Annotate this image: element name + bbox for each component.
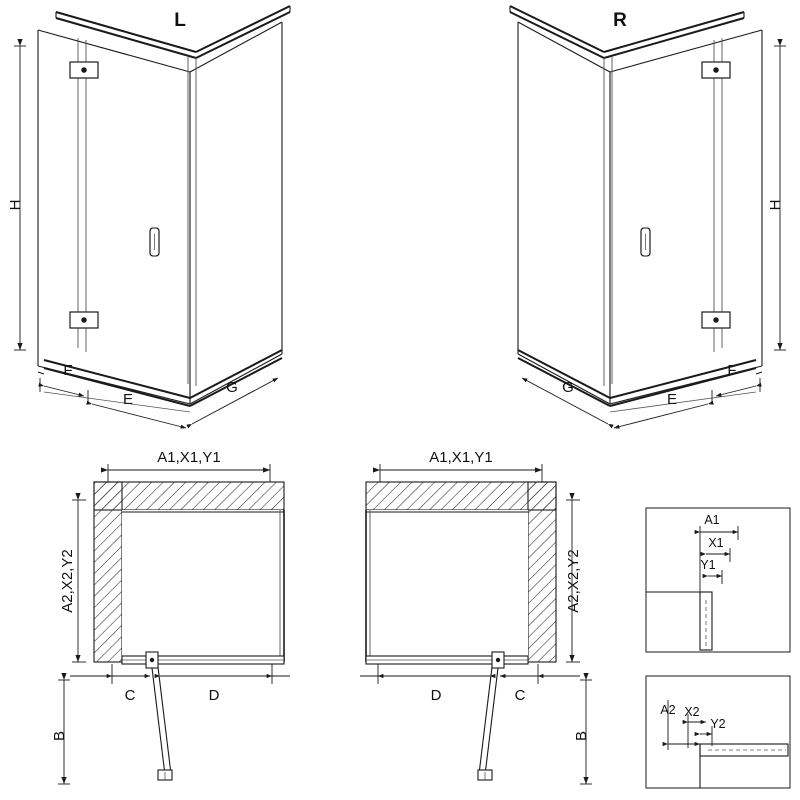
plan-left-top-dim-label: A1,X1,Y1: [157, 449, 221, 466]
title-right: R: [613, 10, 627, 31]
iso-right-front-label: F: [727, 362, 737, 379]
plan-right-seg-c-label: C: [514, 687, 526, 704]
plan-left-seg-d-label: D: [208, 687, 220, 704]
iso-left-front-label: F: [63, 362, 73, 379]
iso-left-height-label: H: [7, 199, 24, 211]
detail-top-d3-label: Y1: [700, 558, 716, 572]
detail-bottom-d3-label: Y2: [710, 717, 726, 731]
detail-bottom-d2-label: X2: [684, 705, 700, 719]
title-left: L: [174, 10, 186, 31]
iso-left-door-label: E: [122, 391, 134, 408]
plan-left-side-dim-label: A2,X2,Y2: [59, 549, 76, 613]
detail-top-d1-label: A1: [704, 513, 720, 527]
iso-right-side-label: G: [562, 379, 574, 396]
detail-bottom-d1-label: A2: [660, 703, 676, 717]
plan-right-top-dim-label: A1,X1,Y1: [429, 449, 493, 466]
plan-left-swing-dim-label: B: [51, 730, 68, 742]
iso-right-door-label: E: [666, 391, 678, 408]
plan-right-side-dim-label: A2,X2,Y2: [565, 549, 582, 613]
plan-left-seg-c-label: C: [124, 687, 136, 704]
plan-right-seg-d-label: D: [430, 687, 442, 704]
iso-left-side-label: G: [226, 379, 238, 396]
iso-right-height-label: H: [767, 199, 784, 211]
detail-top-d2-label: X1: [708, 536, 724, 550]
plan-right-swing-dim-label: B: [573, 730, 590, 742]
